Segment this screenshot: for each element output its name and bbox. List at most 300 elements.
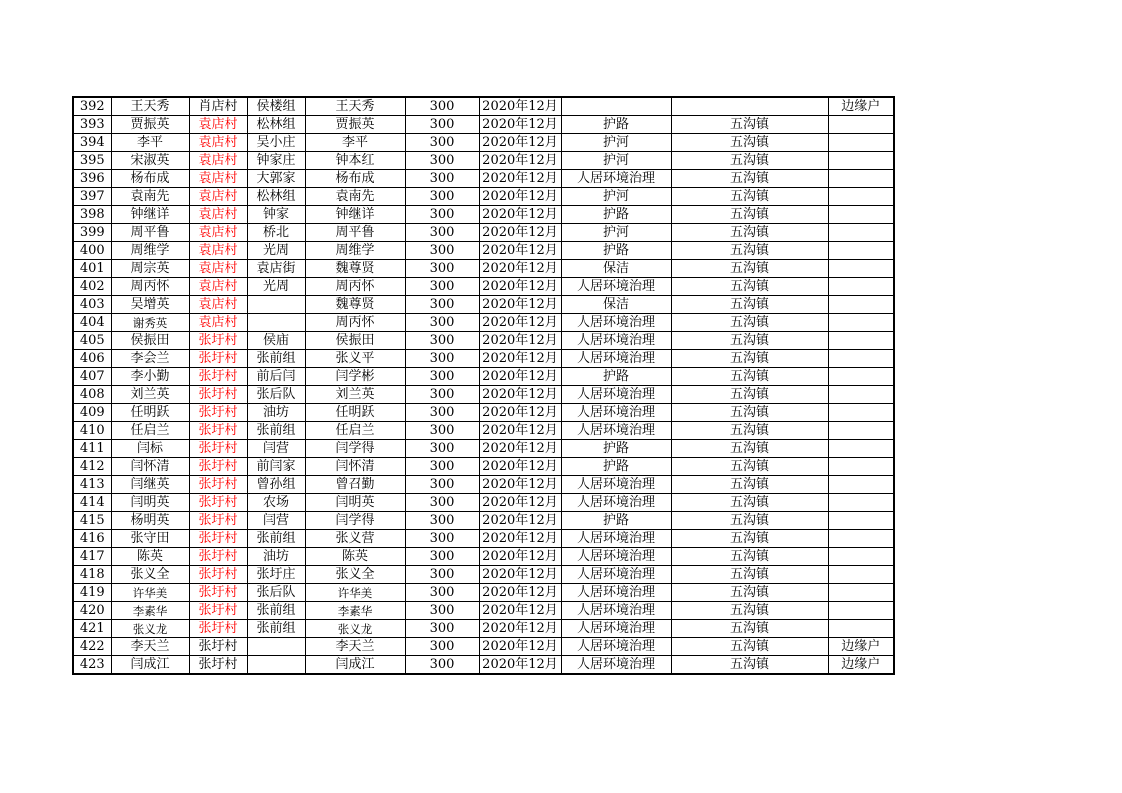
date-cell: 2020年12月 — [479, 350, 561, 368]
table-row — [73, 638, 894, 656]
row-number-cell: 403 — [73, 296, 111, 314]
group-cell: 闫营 — [247, 440, 305, 458]
amount-cell: 300 — [405, 638, 479, 656]
village-cell: 张圩村 — [189, 332, 247, 350]
village-cell: 张圩村 — [189, 656, 247, 675]
payee-cell: 任明跃 — [305, 404, 405, 422]
table-row — [73, 440, 894, 458]
note-cell — [828, 440, 894, 458]
job-cell: 护路 — [561, 242, 671, 260]
village-cell: 袁店村 — [189, 116, 247, 134]
village-cell: 张圩村 — [189, 458, 247, 476]
date-cell: 2020年12月 — [479, 260, 561, 278]
village-cell: 袁店村 — [189, 296, 247, 314]
job-cell: 人居环境治理 — [561, 656, 671, 675]
date-cell: 2020年12月 — [479, 134, 561, 152]
date-cell: 2020年12月 — [479, 242, 561, 260]
row-number-cell: 406 — [73, 350, 111, 368]
amount-cell: 300 — [405, 620, 479, 638]
row-number-cell: 405 — [73, 332, 111, 350]
payee-cell: 张义全 — [305, 566, 405, 584]
date-cell: 2020年12月 — [479, 278, 561, 296]
row-number-cell: 412 — [73, 458, 111, 476]
table-row — [73, 134, 894, 152]
payee-cell: 魏尊贤 — [305, 296, 405, 314]
payee-cell: 闫明英 — [305, 494, 405, 512]
town-cell — [671, 97, 828, 116]
payee-cell: 钟继详 — [305, 206, 405, 224]
date-cell: 2020年12月 — [479, 332, 561, 350]
town-cell: 五沟镇 — [671, 422, 828, 440]
date-cell: 2020年12月 — [479, 476, 561, 494]
table-row — [73, 260, 894, 278]
row-number-cell: 400 — [73, 242, 111, 260]
amount-cell: 300 — [405, 97, 479, 116]
amount-cell: 300 — [405, 350, 479, 368]
name-cell: 王天秀 — [111, 97, 189, 116]
payee-cell: 周维学 — [305, 242, 405, 260]
town-cell: 五沟镇 — [671, 332, 828, 350]
name-cell: 李平 — [111, 134, 189, 152]
date-cell: 2020年12月 — [479, 188, 561, 206]
payee-cell: 刘兰英 — [305, 386, 405, 404]
village-cell: 张圩村 — [189, 602, 247, 620]
payee-cell: 任启兰 — [305, 422, 405, 440]
town-cell: 五沟镇 — [671, 458, 828, 476]
group-cell — [247, 314, 305, 332]
town-cell: 五沟镇 — [671, 296, 828, 314]
name-cell: 杨布成 — [111, 170, 189, 188]
date-cell: 2020年12月 — [479, 638, 561, 656]
date-cell: 2020年12月 — [479, 512, 561, 530]
amount-cell: 300 — [405, 422, 479, 440]
name-cell: 闫怀清 — [111, 458, 189, 476]
village-cell: 袁店村 — [189, 260, 247, 278]
job-cell: 人居环境治理 — [561, 170, 671, 188]
amount-cell: 300 — [405, 386, 479, 404]
village-cell: 袁店村 — [189, 224, 247, 242]
group-cell: 张前组 — [247, 350, 305, 368]
town-cell: 五沟镇 — [671, 368, 828, 386]
amount-cell: 300 — [405, 296, 479, 314]
table-row — [73, 242, 894, 260]
job-cell: 人居环境治理 — [561, 350, 671, 368]
amount-cell: 300 — [405, 656, 479, 675]
name-cell: 闫成江 — [111, 656, 189, 675]
village-cell: 张圩村 — [189, 422, 247, 440]
date-cell: 2020年12月 — [479, 458, 561, 476]
group-cell: 张前组 — [247, 602, 305, 620]
name-cell: 张义龙 — [111, 620, 189, 638]
group-cell: 张圩庄 — [247, 566, 305, 584]
group-cell: 前后闫 — [247, 368, 305, 386]
row-number-cell: 408 — [73, 386, 111, 404]
name-cell: 袁南先 — [111, 188, 189, 206]
village-cell: 张圩村 — [189, 620, 247, 638]
name-cell: 闫继英 — [111, 476, 189, 494]
row-number-cell: 418 — [73, 566, 111, 584]
group-cell: 油坊 — [247, 404, 305, 422]
amount-cell: 300 — [405, 152, 479, 170]
table-row — [73, 350, 894, 368]
payee-cell: 李素华 — [305, 602, 405, 620]
payee-cell: 许华美 — [305, 584, 405, 602]
group-cell — [247, 296, 305, 314]
row-number-cell: 419 — [73, 584, 111, 602]
row-number-cell: 421 — [73, 620, 111, 638]
group-cell: 前闫家 — [247, 458, 305, 476]
note-cell: 边缘户 — [828, 97, 894, 116]
table-row — [73, 530, 894, 548]
name-cell: 任明跃 — [111, 404, 189, 422]
job-cell: 护河 — [561, 188, 671, 206]
town-cell: 五沟镇 — [671, 566, 828, 584]
town-cell: 五沟镇 — [671, 548, 828, 566]
group-cell: 闫营 — [247, 512, 305, 530]
table-row — [73, 152, 894, 170]
amount-cell: 300 — [405, 440, 479, 458]
town-cell: 五沟镇 — [671, 476, 828, 494]
name-cell: 张守田 — [111, 530, 189, 548]
row-number-cell: 393 — [73, 116, 111, 134]
village-cell: 袁店村 — [189, 278, 247, 296]
date-cell: 2020年12月 — [479, 656, 561, 675]
town-cell: 五沟镇 — [671, 512, 828, 530]
date-cell: 2020年12月 — [479, 530, 561, 548]
note-cell — [828, 206, 894, 224]
table-row — [73, 512, 894, 530]
table-row — [73, 566, 894, 584]
payee-cell: 袁南先 — [305, 188, 405, 206]
note-cell — [828, 296, 894, 314]
row-number-cell: 422 — [73, 638, 111, 656]
village-cell: 袁店村 — [189, 314, 247, 332]
date-cell: 2020年12月 — [479, 386, 561, 404]
note-cell: 边缘户 — [828, 638, 894, 656]
amount-cell: 300 — [405, 368, 479, 386]
note-cell — [828, 602, 894, 620]
village-cell: 袁店村 — [189, 242, 247, 260]
village-cell: 袁店村 — [189, 134, 247, 152]
table-row — [73, 620, 894, 638]
table-row — [73, 368, 894, 386]
job-cell: 护路 — [561, 440, 671, 458]
table-row — [73, 548, 894, 566]
town-cell: 五沟镇 — [671, 620, 828, 638]
town-cell: 五沟镇 — [671, 314, 828, 332]
date-cell: 2020年12月 — [479, 97, 561, 116]
job-cell: 护路 — [561, 512, 671, 530]
name-cell: 李天兰 — [111, 638, 189, 656]
village-cell: 张圩村 — [189, 368, 247, 386]
job-cell: 护河 — [561, 224, 671, 242]
table-row — [73, 116, 894, 134]
note-cell — [828, 134, 894, 152]
group-cell: 钟家 — [247, 206, 305, 224]
note-cell — [828, 332, 894, 350]
job-cell: 人居环境治理 — [561, 476, 671, 494]
table-row — [73, 296, 894, 314]
amount-cell: 300 — [405, 548, 479, 566]
note-cell — [828, 494, 894, 512]
amount-cell: 300 — [405, 458, 479, 476]
job-cell: 护路 — [561, 206, 671, 224]
date-cell: 2020年12月 — [479, 224, 561, 242]
name-cell: 张义全 — [111, 566, 189, 584]
row-number-cell: 413 — [73, 476, 111, 494]
village-cell: 袁店村 — [189, 188, 247, 206]
town-cell: 五沟镇 — [671, 530, 828, 548]
job-cell: 护路 — [561, 368, 671, 386]
job-cell: 人居环境治理 — [561, 566, 671, 584]
name-cell: 周维学 — [111, 242, 189, 260]
note-cell — [828, 530, 894, 548]
village-cell: 张圩村 — [189, 512, 247, 530]
table-row — [73, 458, 894, 476]
job-cell: 人居环境治理 — [561, 404, 671, 422]
payee-cell: 杨布成 — [305, 170, 405, 188]
date-cell: 2020年12月 — [479, 548, 561, 566]
row-number-cell: 392 — [73, 97, 111, 116]
table-row — [73, 314, 894, 332]
note-cell — [828, 116, 894, 134]
payee-cell: 贾振英 — [305, 116, 405, 134]
amount-cell: 300 — [405, 242, 479, 260]
date-cell: 2020年12月 — [479, 602, 561, 620]
row-number-cell: 396 — [73, 170, 111, 188]
date-cell: 2020年12月 — [479, 296, 561, 314]
payee-cell: 侯振田 — [305, 332, 405, 350]
group-cell: 光周 — [247, 242, 305, 260]
payee-cell: 王天秀 — [305, 97, 405, 116]
note-cell — [828, 242, 894, 260]
amount-cell: 300 — [405, 476, 479, 494]
town-cell: 五沟镇 — [671, 278, 828, 296]
row-number-cell: 420 — [73, 602, 111, 620]
job-cell — [561, 97, 671, 116]
job-cell: 人居环境治理 — [561, 494, 671, 512]
row-number-cell: 395 — [73, 152, 111, 170]
town-cell: 五沟镇 — [671, 206, 828, 224]
job-cell: 人居环境治理 — [561, 530, 671, 548]
name-cell: 周宗英 — [111, 260, 189, 278]
job-cell: 保洁 — [561, 296, 671, 314]
town-cell: 五沟镇 — [671, 260, 828, 278]
amount-cell: 300 — [405, 314, 479, 332]
town-cell: 五沟镇 — [671, 152, 828, 170]
name-cell: 周平鲁 — [111, 224, 189, 242]
group-cell: 张前组 — [247, 422, 305, 440]
name-cell: 陈英 — [111, 548, 189, 566]
payee-cell: 闫学得 — [305, 440, 405, 458]
row-number-cell: 416 — [73, 530, 111, 548]
village-cell: 张圩村 — [189, 386, 247, 404]
job-cell: 护河 — [561, 134, 671, 152]
town-cell: 五沟镇 — [671, 242, 828, 260]
group-cell: 松林组 — [247, 188, 305, 206]
name-cell: 钟继详 — [111, 206, 189, 224]
village-cell: 张圩村 — [189, 584, 247, 602]
note-cell: 边缘户 — [828, 656, 894, 675]
group-cell: 张前组 — [247, 530, 305, 548]
amount-cell: 300 — [405, 116, 479, 134]
row-number-cell: 415 — [73, 512, 111, 530]
amount-cell: 300 — [405, 170, 479, 188]
note-cell — [828, 620, 894, 638]
table-row — [73, 170, 894, 188]
name-cell: 闫标 — [111, 440, 189, 458]
date-cell: 2020年12月 — [479, 422, 561, 440]
name-cell: 贾振英 — [111, 116, 189, 134]
table-row — [73, 188, 894, 206]
group-cell: 松林组 — [247, 116, 305, 134]
table-row — [73, 206, 894, 224]
amount-cell: 300 — [405, 494, 479, 512]
row-number-cell: 401 — [73, 260, 111, 278]
row-number-cell: 397 — [73, 188, 111, 206]
village-cell: 张圩村 — [189, 404, 247, 422]
name-cell: 李小勤 — [111, 368, 189, 386]
group-cell: 侯庙 — [247, 332, 305, 350]
group-cell: 张前组 — [247, 620, 305, 638]
date-cell: 2020年12月 — [479, 494, 561, 512]
payee-cell: 周平鲁 — [305, 224, 405, 242]
table-row — [73, 278, 894, 296]
payee-cell: 闫学得 — [305, 512, 405, 530]
date-cell: 2020年12月 — [479, 404, 561, 422]
note-cell — [828, 314, 894, 332]
note-cell — [828, 584, 894, 602]
payee-cell: 闫怀清 — [305, 458, 405, 476]
town-cell: 五沟镇 — [671, 584, 828, 602]
name-cell: 侯振田 — [111, 332, 189, 350]
table-row — [73, 422, 894, 440]
row-number-cell: 398 — [73, 206, 111, 224]
note-cell — [828, 152, 894, 170]
name-cell: 许华美 — [111, 584, 189, 602]
row-number-cell: 410 — [73, 422, 111, 440]
town-cell: 五沟镇 — [671, 494, 828, 512]
payee-cell: 闫学彬 — [305, 368, 405, 386]
row-number-cell: 407 — [73, 368, 111, 386]
village-cell: 张圩村 — [189, 440, 247, 458]
date-cell: 2020年12月 — [479, 566, 561, 584]
amount-cell: 300 — [405, 512, 479, 530]
name-cell: 李素华 — [111, 602, 189, 620]
group-cell: 光周 — [247, 278, 305, 296]
table-row — [73, 656, 894, 675]
job-cell: 人居环境治理 — [561, 314, 671, 332]
date-cell: 2020年12月 — [479, 368, 561, 386]
table-row — [73, 494, 894, 512]
note-cell — [828, 350, 894, 368]
village-cell: 袁店村 — [189, 152, 247, 170]
group-cell — [247, 656, 305, 675]
group-cell: 油坊 — [247, 548, 305, 566]
date-cell: 2020年12月 — [479, 206, 561, 224]
payee-cell: 李天兰 — [305, 638, 405, 656]
village-cell: 张圩村 — [189, 548, 247, 566]
amount-cell: 300 — [405, 188, 479, 206]
table-row — [73, 97, 894, 116]
group-cell: 张后队 — [247, 386, 305, 404]
village-cell: 袁店村 — [189, 206, 247, 224]
note-cell — [828, 224, 894, 242]
row-number-cell: 394 — [73, 134, 111, 152]
payee-cell: 钟本红 — [305, 152, 405, 170]
date-cell: 2020年12月 — [479, 620, 561, 638]
town-cell: 五沟镇 — [671, 386, 828, 404]
town-cell: 五沟镇 — [671, 350, 828, 368]
town-cell: 五沟镇 — [671, 656, 828, 675]
name-cell: 李会兰 — [111, 350, 189, 368]
job-cell: 人居环境治理 — [561, 548, 671, 566]
village-cell: 肖店村 — [189, 97, 247, 116]
date-cell: 2020年12月 — [479, 584, 561, 602]
table-row — [73, 584, 894, 602]
date-cell: 2020年12月 — [479, 116, 561, 134]
village-cell: 张圩村 — [189, 494, 247, 512]
note-cell — [828, 566, 894, 584]
note-cell — [828, 458, 894, 476]
note-cell — [828, 188, 894, 206]
group-cell: 张后队 — [247, 584, 305, 602]
payee-cell: 曾召勤 — [305, 476, 405, 494]
job-cell: 护路 — [561, 458, 671, 476]
date-cell: 2020年12月 — [479, 152, 561, 170]
row-number-cell: 414 — [73, 494, 111, 512]
note-cell — [828, 422, 894, 440]
table-body — [73, 97, 894, 674]
note-cell — [828, 476, 894, 494]
job-cell: 人居环境治理 — [561, 278, 671, 296]
town-cell: 五沟镇 — [671, 134, 828, 152]
job-cell: 保洁 — [561, 260, 671, 278]
amount-cell: 300 — [405, 530, 479, 548]
name-cell: 任启兰 — [111, 422, 189, 440]
village-cell: 张圩村 — [189, 530, 247, 548]
date-cell: 2020年12月 — [479, 314, 561, 332]
amount-cell: 300 — [405, 404, 479, 422]
table-row — [73, 386, 894, 404]
payee-cell: 陈英 — [305, 548, 405, 566]
town-cell: 五沟镇 — [671, 116, 828, 134]
job-cell: 人居环境治理 — [561, 422, 671, 440]
payee-cell: 闫成江 — [305, 656, 405, 675]
name-cell: 闫明英 — [111, 494, 189, 512]
name-cell: 杨明英 — [111, 512, 189, 530]
town-cell: 五沟镇 — [671, 188, 828, 206]
note-cell — [828, 512, 894, 530]
town-cell: 五沟镇 — [671, 404, 828, 422]
table-row — [73, 404, 894, 422]
row-number-cell: 417 — [73, 548, 111, 566]
payee-cell: 周丙怀 — [305, 314, 405, 332]
note-cell — [828, 548, 894, 566]
amount-cell: 300 — [405, 206, 479, 224]
note-cell — [828, 368, 894, 386]
payee-cell: 张义平 — [305, 350, 405, 368]
table-row — [73, 332, 894, 350]
group-cell: 曾孙组 — [247, 476, 305, 494]
row-number-cell: 399 — [73, 224, 111, 242]
group-cell: 桥北 — [247, 224, 305, 242]
group-cell: 大郭家 — [247, 170, 305, 188]
date-cell: 2020年12月 — [479, 440, 561, 458]
amount-cell: 300 — [405, 584, 479, 602]
name-cell: 周丙怀 — [111, 278, 189, 296]
village-cell: 张圩村 — [189, 566, 247, 584]
